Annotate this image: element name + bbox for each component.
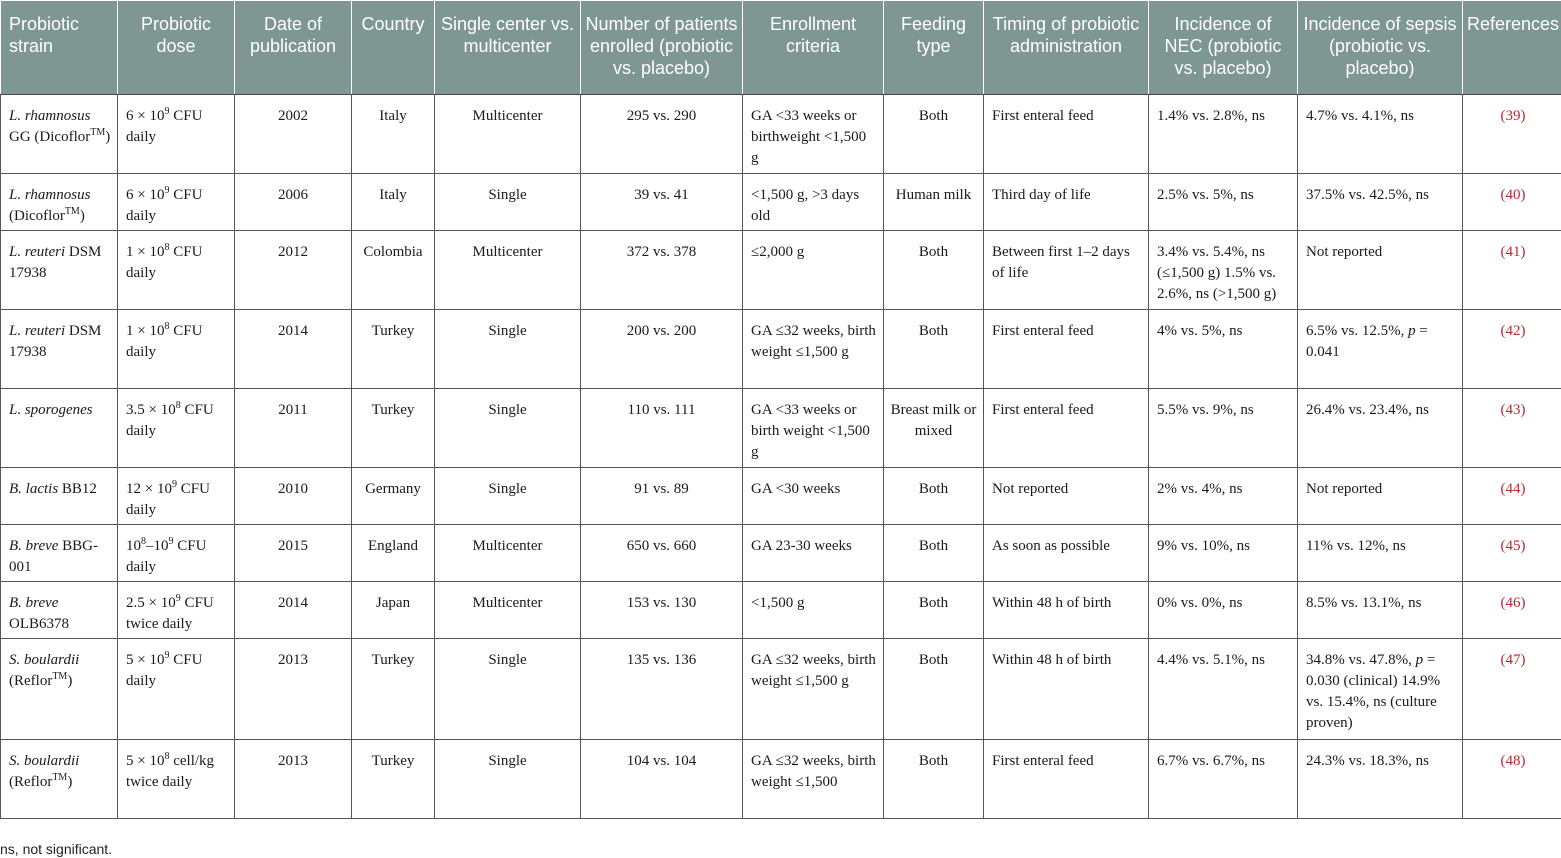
cell-timing: Within 48 h of birth [984,582,1149,639]
table-row [1,95,1561,174]
cell-center: Multicenter [435,582,581,639]
cell-sepsis: 37.5% vs. 42.5%, ns [1298,174,1463,231]
cell-dose: $1 \times 10^8$ CFU daily [118,310,235,389]
cell-strain: L. reuteri DSM 17938 [1,310,118,389]
cell-patients: 39 vs. 41 [581,174,743,231]
cell-dose: $6 \times 10^9$ CFU daily [118,174,235,231]
table-row [1,174,1561,231]
cell-center: Multicenter [435,525,581,582]
cell-patients: 110 vs. 111 [581,389,743,468]
cell-nec: 2.5% vs. 5%, ns [1149,174,1298,231]
cell-strain: B. breve BBG-001 [1,525,118,582]
cell-year: 2014 [235,582,352,639]
cell-feeding: Both [884,468,984,525]
cell-country: Turkey [352,740,435,819]
cell-year: 2010 [235,468,352,525]
table-row [1,231,1561,310]
header-country: Country [352,1,435,95]
cell-sepsis: Not reported [1298,231,1463,310]
cell-center: Single [435,389,581,468]
cell-feeding: Both [884,95,984,174]
header-probiotic-strain: Probiotic strain [1,1,118,95]
cell-strain: B. lactis BB12 [1,468,118,525]
cell-patients: 135 vs. 136 [581,639,743,740]
reference-link[interactable]: (48) [1463,740,1561,819]
cell-strain: S. boulardii (Reflor™) [1,639,118,740]
cell-strain: L. sporogenes [1,389,118,468]
cell-criteria: GA ≤32 weeks, birth weight ≤1,500 g [743,639,884,740]
cell-sepsis: 26.4% vs. 23.4%, ns [1298,389,1463,468]
cell-feeding: Both [884,525,984,582]
cell-criteria: GA <30 weeks [743,468,884,525]
cell-nec: 0% vs. 0%, ns [1149,582,1298,639]
cell-sepsis: 8.5% vs. 13.1%, ns [1298,582,1463,639]
table-row [1,740,1561,819]
cell-criteria: GA <33 weeks or birthweight <1,500 g [743,95,884,174]
cell-timing: First enteral feed [984,310,1149,389]
cell-center: Single [435,310,581,389]
cell-center: Multicenter [435,95,581,174]
header-date-of-publication: Date of publication [235,1,352,95]
cell-timing: As soon as possible [984,525,1149,582]
header-patients-enrolled: Number of patients enrolled (probiotic vs. placebo) [581,1,743,95]
reference-link[interactable]: (46) [1463,582,1561,639]
cell-timing: First enteral feed [984,95,1149,174]
cell-dose: $5 \times 10^9$ CFU daily [118,639,235,740]
cell-feeding: Both [884,639,984,740]
table-row [1,389,1561,468]
cell-feeding: Both [884,582,984,639]
cell-nec: 1.4% vs. 2.8%, ns [1149,95,1298,174]
cell-year: 2014 [235,310,352,389]
cell-dose: $5 \times 10^8$ cell/kg twice daily [118,740,235,819]
header-enrollment-criteria: Enrollment criteria [743,1,884,95]
header-feeding-type: Feeding type [884,1,984,95]
cell-country: Turkey [352,389,435,468]
cell-country: Turkey [352,639,435,740]
reference-link[interactable]: (40) [1463,174,1561,231]
cell-dose: $2.5 \times 10^9$ CFU twice daily [118,582,235,639]
reference-link[interactable]: (41) [1463,231,1561,310]
cell-country: Italy [352,174,435,231]
reference-link[interactable]: (42) [1463,310,1561,389]
cell-nec: 5.5% vs. 9%, ns [1149,389,1298,468]
cell-nec: 9% vs. 10%, ns [1149,525,1298,582]
table-row [1,468,1561,525]
reference-link[interactable]: (43) [1463,389,1561,468]
cell-criteria: ≤2,000 g [743,231,884,310]
cell-criteria: <1,500 g [743,582,884,639]
cell-patients: 91 vs. 89 [581,468,743,525]
header-nec-incidence: Incidence of NEC (probiotic vs. placebo) [1149,1,1298,95]
cell-nec: 2% vs. 4%, ns [1149,468,1298,525]
table-row [1,639,1561,740]
cell-nec: 3.4% vs. 5.4%, ns (≤1,500 g) 1.5% vs. 2.6%, ns (>1,500 g) [1149,231,1298,310]
cell-criteria: GA ≤32 weeks, birth weight ≤1,500 [743,740,884,819]
cell-strain: S. boulardii (Reflor™) [1,740,118,819]
cell-criteria: GA <33 weeks or birth weight <1,500 g [743,389,884,468]
cell-patients: 295 vs. 290 [581,95,743,174]
cell-country: Italy [352,95,435,174]
table-footnote: ns, not significant. [0,841,113,857]
cell-timing: Within 48 h of birth [984,639,1149,740]
cell-sepsis: 34.8% vs. 47.8%, p = 0.030 (clinical) 14.9% vs. 15.4%, ns (culture proven) [1298,639,1463,740]
cell-strain: L. rhamnosus (Dicoflor™) [1,174,118,231]
cell-sepsis: 4.7% vs. 4.1%, ns [1298,95,1463,174]
reference-link[interactable]: (44) [1463,468,1561,525]
cell-year: 2015 [235,525,352,582]
cell-feeding: Both [884,740,984,819]
cell-strain: L. reuteri DSM 17938 [1,231,118,310]
table-row [1,582,1561,639]
cell-dose: $6 \times 10^9$ CFU daily [118,95,235,174]
cell-nec: 4.4% vs. 5.1%, ns [1149,639,1298,740]
cell-year: 2013 [235,639,352,740]
cell-dose: $12 \times 10^9$ CFU daily [118,468,235,525]
reference-link[interactable]: (39) [1463,95,1561,174]
cell-center: Single [435,740,581,819]
cell-feeding: Both [884,310,984,389]
cell-timing: Not reported [984,468,1149,525]
table-row [1,525,1561,582]
cell-strain: B. breve OLB6378 [1,582,118,639]
cell-year: 2011 [235,389,352,468]
cell-sepsis: 11% vs. 12%, ns [1298,525,1463,582]
cell-patients: 650 vs. 660 [581,525,743,582]
cell-center: Single [435,639,581,740]
header-references: References [1463,1,1561,95]
cell-dose: $1 \times 10^8$ CFU daily [118,231,235,310]
header-center-type: Single center vs. multicenter [435,1,581,95]
cell-timing: First enteral feed [984,740,1149,819]
table-row [1,310,1561,389]
reference-link[interactable]: (45) [1463,525,1561,582]
cell-sepsis: 6.5% vs. 12.5%, p = 0.041 [1298,310,1463,389]
cell-patients: 104 vs. 104 [581,740,743,819]
header-probiotic-dose: Probiotic dose [118,1,235,95]
cell-center: Single [435,174,581,231]
cell-dose: $3.5 \times 10^8$ CFU daily [118,389,235,468]
cell-country: England [352,525,435,582]
cell-timing: First enteral feed [984,389,1149,468]
cell-year: 2006 [235,174,352,231]
cell-center: Single [435,468,581,525]
cell-year: 2002 [235,95,352,174]
cell-timing: Third day of life [984,174,1149,231]
reference-link[interactable]: (47) [1463,639,1561,740]
cell-dose: $10^8-10^9$ CFU daily [118,525,235,582]
cell-center: Multicenter [435,231,581,310]
header-row [1,1,1561,95]
header-sepsis-incidence: Incidence of sepsis (probiotic vs. placebo) [1298,1,1463,95]
cell-patients: 372 vs. 378 [581,231,743,310]
cell-timing: Between first 1–2 days of life [984,231,1149,310]
cell-country: Germany [352,468,435,525]
cell-nec: 6.7% vs. 6.7%, ns [1149,740,1298,819]
cell-patients: 153 vs. 130 [581,582,743,639]
cell-sepsis: 24.3% vs. 18.3%, ns [1298,740,1463,819]
header-timing: Timing of probiotic administration [984,1,1149,95]
cell-feeding: Human milk [884,174,984,231]
cell-criteria: GA ≤32 weeks, birth weight ≤1,500 g [743,310,884,389]
cell-feeding: Both [884,231,984,310]
cell-year: 2013 [235,740,352,819]
cell-patients: 200 vs. 200 [581,310,743,389]
cell-criteria: <1,500 g, >3 days old [743,174,884,231]
cell-country: Japan [352,582,435,639]
cell-country: Turkey [352,310,435,389]
cell-nec: 4% vs. 5%, ns [1149,310,1298,389]
cell-strain: L. rhamnosus GG (Dicoflor™) [1,95,118,174]
cell-criteria: GA 23-30 weeks [743,525,884,582]
cell-feeding: Breast milk or mixed [884,389,984,468]
cell-country: Colombia [352,231,435,310]
cell-sepsis: Not reported [1298,468,1463,525]
cell-year: 2012 [235,231,352,310]
